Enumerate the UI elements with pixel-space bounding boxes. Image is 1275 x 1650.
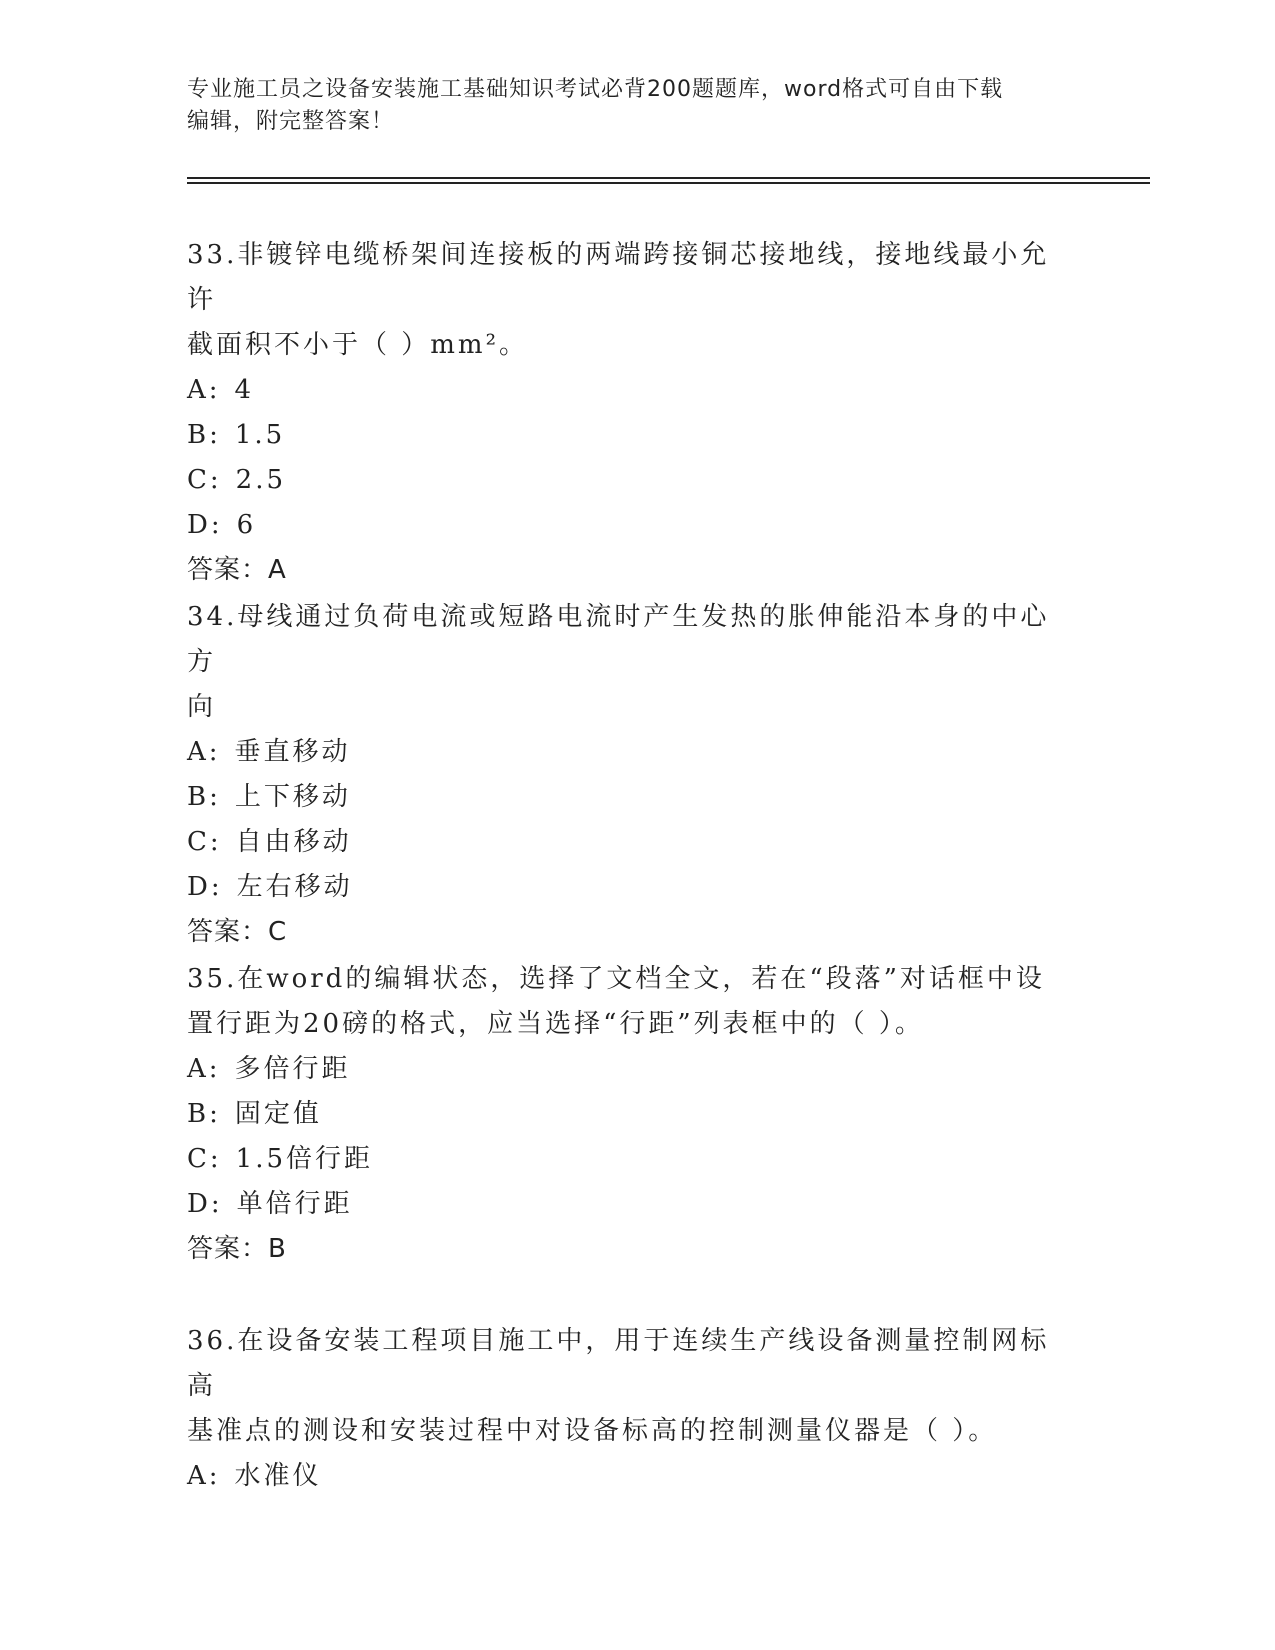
option-c — [187, 820, 1077, 865]
option-a — [187, 1454, 1077, 1499]
option-separator: : — [208, 1461, 221, 1491]
option-a — [187, 368, 1077, 413]
answer-label: 答案： — [187, 917, 269, 947]
option-text: 自由移动 — [235, 827, 352, 857]
option-a — [187, 1047, 1077, 1092]
option-b — [187, 1092, 1077, 1137]
document-header — [187, 74, 1067, 138]
option-key: A — [187, 375, 209, 405]
question-33 — [187, 233, 1077, 593]
question-35 — [187, 957, 1077, 1272]
option-key: B — [187, 782, 210, 812]
option-key: C — [187, 465, 210, 495]
option-text: 6 — [236, 510, 257, 540]
option-separator: : — [208, 375, 221, 405]
option-separator: : — [210, 872, 223, 902]
header-line-2: 编辑，附完整答案！ — [187, 109, 395, 134]
answer-line — [187, 1227, 1077, 1272]
option-text: 固定值 — [234, 1099, 322, 1129]
option-separator: : — [209, 465, 222, 495]
option-text: 2.5 — [235, 465, 287, 495]
option-b — [187, 413, 1077, 458]
question-stem-line: 35.在word的编辑状态，选择了文档全文，若在“段落”对话框中设 — [187, 964, 1045, 994]
answer-value: B — [268, 1234, 287, 1264]
option-key: A — [187, 1461, 209, 1491]
answer-line — [187, 548, 1077, 593]
option-key: C — [187, 827, 210, 857]
header-divider-top — [187, 177, 1150, 179]
question-stem-line: 33.非镀锌电缆桥架间连接板的两端跨接铜芯接地线，接地线最小允许 — [187, 240, 1050, 315]
option-text: 1.5倍行距 — [235, 1144, 374, 1174]
answer-label: 答案： — [187, 1234, 269, 1264]
option-key: A — [187, 737, 209, 767]
option-separator: : — [209, 1144, 222, 1174]
option-separator: : — [210, 510, 223, 540]
option-text: 1.5 — [234, 420, 286, 450]
option-text: 上下移动 — [234, 782, 351, 812]
option-a — [187, 730, 1077, 775]
question-stem-line: 基准点的测设和安装过程中对设备标高的控制测量仪器是（ ）。 — [187, 1416, 998, 1446]
question-stem-line: 置行距为20磅的格式，应当选择“行距”列表框中的（ ）。 — [187, 1009, 924, 1039]
question-stem-line: 36.在设备安装工程项目施工中，用于连续生产线设备测量控制网标高 — [187, 1326, 1050, 1401]
question-stem-line: 34.母线通过负荷电流或短路电流时产生发热的胀伸能沿本身的中心方 — [187, 602, 1050, 677]
option-separator: : — [209, 1099, 221, 1129]
question-stem-line: 向 — [187, 692, 217, 722]
answer-label: 答案： — [187, 555, 269, 585]
option-separator: : — [209, 420, 221, 450]
answer-line — [187, 910, 1077, 955]
option-text: 多倍行距 — [234, 1054, 351, 1084]
option-separator: : — [208, 737, 221, 767]
option-key: D — [187, 510, 211, 540]
option-separator: : — [209, 782, 221, 812]
answer-value: C — [268, 917, 288, 947]
option-key: C — [187, 1144, 210, 1174]
option-key: B — [187, 420, 210, 450]
option-separator: : — [209, 827, 222, 857]
option-separator: : — [210, 1189, 223, 1219]
question-stem-line: 截面积不小于（ ）mm²。 — [187, 330, 528, 360]
option-d — [187, 865, 1077, 910]
option-separator: : — [208, 1054, 221, 1084]
option-key: B — [187, 1099, 210, 1129]
header-divider-bottom — [187, 182, 1150, 184]
option-c — [187, 1137, 1077, 1182]
question-36 — [187, 1319, 1077, 1499]
option-text: 4 — [234, 375, 255, 405]
answer-value: A — [268, 555, 287, 585]
option-key: A — [187, 1054, 209, 1084]
option-text: 水准仪 — [234, 1461, 322, 1491]
option-c — [187, 458, 1077, 503]
header-line-1: 专业施工员之设备安装施工基础知识考试必背200题题库，word格式可自由下载 — [187, 77, 1004, 102]
option-d — [187, 503, 1077, 548]
option-text: 单倍行距 — [236, 1189, 353, 1219]
option-d — [187, 1182, 1077, 1227]
option-key: D — [187, 1189, 211, 1219]
option-text: 垂直移动 — [234, 737, 351, 767]
option-key: D — [187, 872, 211, 902]
question-34 — [187, 595, 1077, 955]
option-b — [187, 775, 1077, 820]
option-text: 左右移动 — [236, 872, 353, 902]
